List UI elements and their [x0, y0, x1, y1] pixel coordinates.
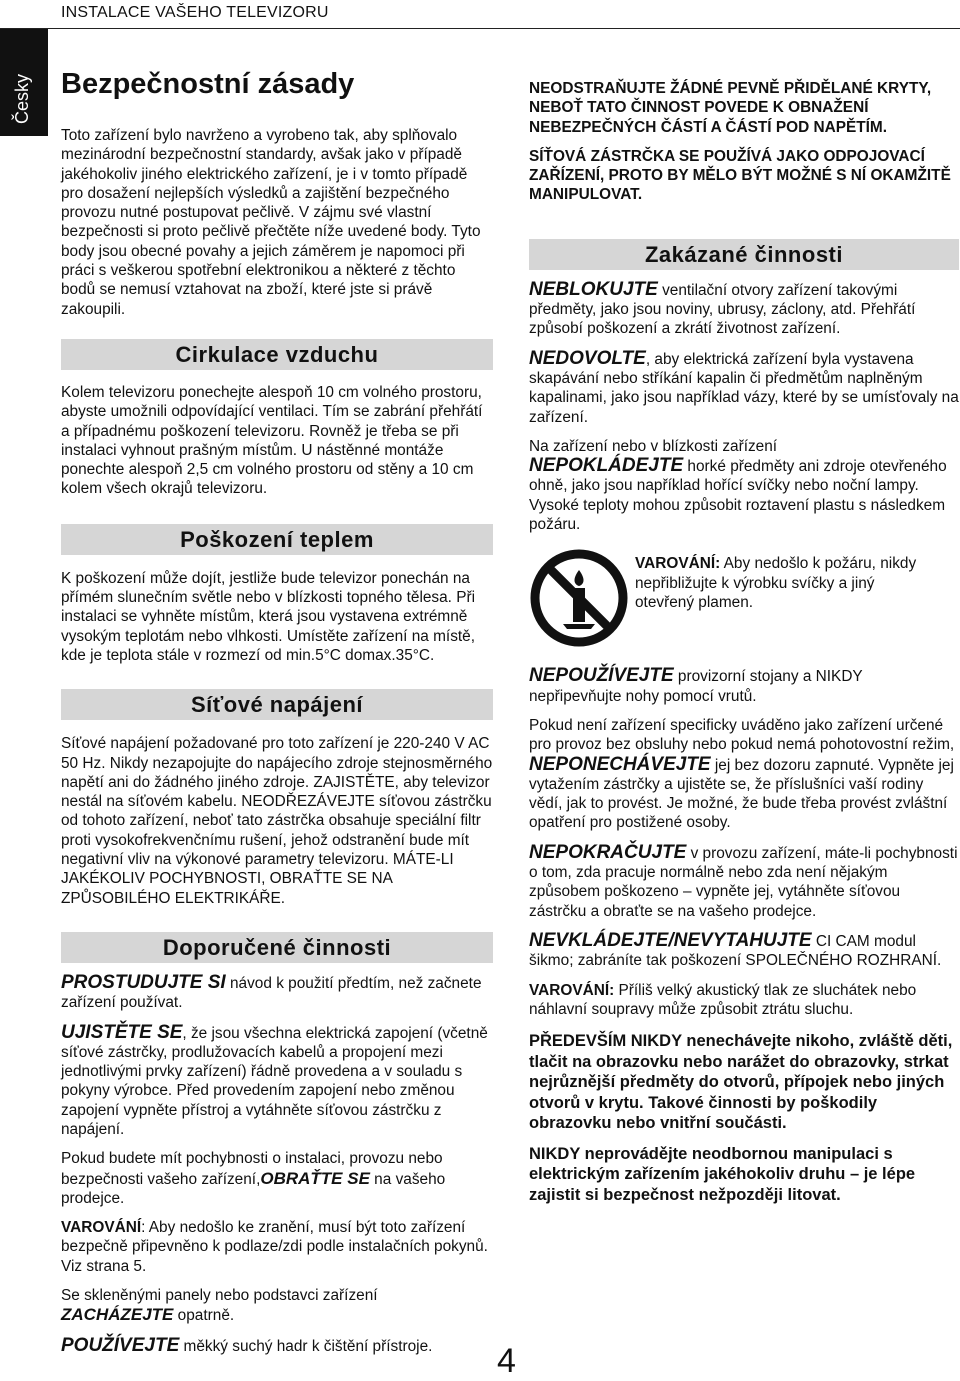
section-heading-recommended: Doporučené činnosti: [61, 932, 493, 963]
language-tab: [0, 29, 48, 136]
rec-item-glass: Se skleněnými panely nebo podstavci zařízení ZACHÁZEJTE opatrně.: [61, 1287, 378, 1325]
warning-plug: SÍŤOVÁ ZÁSTRČKA SE POUŽÍVÁ JAKO ODPOJOVACÍ ZAŘÍZENÍ, PROTO BY MĚLO BÝT MOŽNÉ S NÍ OKAMŽITĚ MANIPULOVAT.: [529, 147, 951, 204]
running-header: INSTALACE VAŠEHO TELEVIZORU: [61, 4, 329, 21]
right-column: [529, 79, 959, 1205]
section-heading-power: Síťové napájení: [61, 689, 493, 720]
forbidden-item-stands: NEPOUŽÍVEJTE provizorní stojany a NIKDY nepřipevňujte nohy pomocí vrutů.: [529, 665, 863, 705]
header-rule: [0, 28, 960, 29]
forbidden-item-block: NEBLOKUJTE ventilační otvory zařízení takovými předměty, jako jsou noviny, ubrusy, záclony, atd. Přehřátí způsobí poškození a zkrátí životnost zařízení.: [529, 278, 916, 338]
page-title: Bezpečnostní zásady: [61, 68, 355, 100]
forbidden-item-tamper: NIKDY neprovádějte neodbornou manipulaci s elektrickým zařízením jakéhokoliv druhu – je lépe zajistit si bezpečnost nežpozději litovat.: [529, 1144, 916, 1204]
power-text: Síťové napájení požadované pro toto zařízení je 220-240 V AC 50 Hz. Nikdy nezapojujte do napájecího zdroje stejnosměrného napětí ani do žádného jiného zdroje. ZAJISTĚTE, aby televizor nestál na síťovém kabelu. NEODŘEZÁVEJTE síťovou zástrčku od tohoto zařízení, neboť tato zástrčka obsahuje speciální filtr proti vysokofrekvenčnímu rušení, jehož odstranění bude mít negativní vliv na výkonové parametry televizoru. MÁTE-LI JAKÉKOLIV POCHYBNOSTI, OBRAŤTE SE NA ZPŮSOBILÉHO ELEKTRIKÁŘE.: [61, 735, 493, 907]
candle-warning: [529, 548, 959, 648]
forbidden-item-screen: PŘEDEVŠÍM NIKDY nenechávejte nikoho, zvláště děti, tlačit na obrazovku nebo narážet do obrazovky, strkat nejrůznější předměty do otvorů, přípojek nebo jiných otvorů v krytu. Takové činnosti by poškodily obrazovku nebo vnitřní součásti.: [529, 1032, 953, 1133]
forbidden-item-hot: Na zařízení nebo v blízkosti zařízení NEPOKLÁDEJTE horké předměty ani zdroje otevřeného ohně, jako jsou například hořící svíčky nebo noční lampy. Vysoké teploty mohou způsobit roztavení plastu s následkem požáru.: [529, 437, 947, 534]
rec-item-cleaning: POUŽÍVEJTE měkký suchý hadr k čištění přístroje.: [61, 1334, 433, 1356]
warning-covers: NEODSTRAŇUJTE ŽÁDNÉ PEVNĚ PŘIDĚLANÉ KRYTY, NEBOŤ TATO ČINNOST POVEDE K OBNAŽENÍ NEBEZPEČNÝCH ČÁSTÍ A ČÁSTÍ POD NAPĚTÍM.: [529, 80, 932, 136]
section-heading-heat: Poškození teplem: [61, 524, 493, 555]
forbidden-item-headphones: VAROVÁNÍ: Příliš velký akustický tlak ze sluchátek nebo náhlavní soupravy může způsobit ztrátu sluchu.: [529, 981, 917, 1018]
no-candle-icon: [529, 548, 629, 648]
airflow-text: Kolem televizoru ponechejte alespoň 10 cm volného prostoru, abyste umožnili odpovídající ventilaci. Tím se zabrání přehřátí a případnému poškození televizoru. Rovněž je třeba se při instalaci vyhnout prašným místům. U nástěnné montáže ponechte alespoň 2,5 cm volného prostoru od stěny a 10 cm kolem všech okrajů televizoru.: [61, 383, 483, 498]
section-heading-airflow: Cirkulace vzduchu: [61, 339, 493, 370]
heat-text: K poškození může dojít, jestliže bude televizor ponechán na přímém slunečním světle nebo v blízkosti topného tělesa. Při instalaci se vyhněte místům, která jsou vystavena extrémně vysokým teplotám nebo vlhkosti. Umístěte zařízení na místě, kde je teplota stále v rozmezí od min.5°C domax.35°C.: [61, 569, 476, 664]
candle-warning-text: VAROVÁNÍ: Aby nedošlo k požáru, nikdy nepřibližujte k výrobku svíčky a jiný otevřený plamen.: [635, 555, 917, 611]
forbidden-item-liquids: NEDOVOLTE, aby elektrická zařízení byla vystavena skapávání nebo stříkání kapalin či předmětům naplněným kapalinami, jako jsou například vázy, které by se umísťovaly na zařízení.: [529, 347, 959, 426]
section-heading-forbidden: Zakázané činnosti: [529, 239, 959, 270]
forbidden-item-unattended: Pokud není zařízení specificky uváděno jako zařízení určené pro provoz bez obsluhy nebo pokud nemá pohotovostní režim, NEPONECHÁVEJTE jej bez dozoru zapnuté. Vypněte jej vytažením zástrčky a ujistěte se, že příslušníci vaší rodiny vědí, jak to provést. Je možné, že bude třeba provést zvláštní opatření pro postižené osoby.: [529, 716, 955, 832]
rec-item-warning-mount: VAROVÁNÍ: Aby nedošlo ke zranění, musí být toto zařízení bezpečně připevněno k podlaze/zdi podle instalačních pokynů. Viz strana 5.: [61, 1219, 488, 1275]
language-label: Česky: [12, 73, 32, 124]
forbidden-item-cam: NEVKLÁDEJTE/NEVYTAHUJTE CI CAM modul šikmo; zabráníte tak poškození SPOLEČNÉHO ROZHRANÍ.: [529, 929, 942, 970]
page-number: 4: [497, 1342, 516, 1380]
left-column: [61, 68, 493, 1356]
rec-item-connections: UJISTĚTE SE, že jsou všechna elektrická zapojení (včetně síťové zástrčky, prodlužovacích kabelů a propojení mezi jednotlivými prvky zařízení) řádně provedena a v souladu s pokyny výrobce. Před provedením zapojení nebo změnou zapojení vypněte přístroj a vytáhněte síťovou zástrčku z napájení.: [61, 1021, 488, 1138]
intro-text: Toto zařízení bylo navrženo a vyrobeno tak, aby splňovalo mezinárodní bezpečnostní standardy, avšak jako v případě jakéhokoliv jiného elektrického zařízení, je i v tomto případě pro dosažení nejlepších výsledků a zajištění bezpečného provozu nutné postupovat pečlivě. V zájmu své vlastní bezpečnosti si proto pečlivě přečtěte níže uvedené body. Tyto body jsou obecné povahy a jejich záměrem je napomoci při práci s veškerou spotřební elektronikou a některé z těchto bodů se nemusí vztahovat na zboží, které jste si právě zakoupili.: [61, 127, 481, 318]
forbidden-item-continue: NEPOKRAČUJTE v provozu zařízení, máte-li pochybnosti o tom, zda pracuje normálně nebo zda není nějakým způsobem poškozeno – vypněte jej, vytáhněte síťovou zástrčku a obraťte se na vašeho prodejce.: [529, 841, 958, 920]
rec-item-read-manual: PROSTUDUJTE SI návod k použití předtím, než začnete zařízení používat.: [61, 971, 482, 1012]
rec-item-contact-dealer: Pokud budete mít pochybnosti o instalaci, provozu nebo bezpečnosti vašeho zařízení,OBRAŤTE SE na vašeho prodejce.: [61, 1150, 446, 1207]
